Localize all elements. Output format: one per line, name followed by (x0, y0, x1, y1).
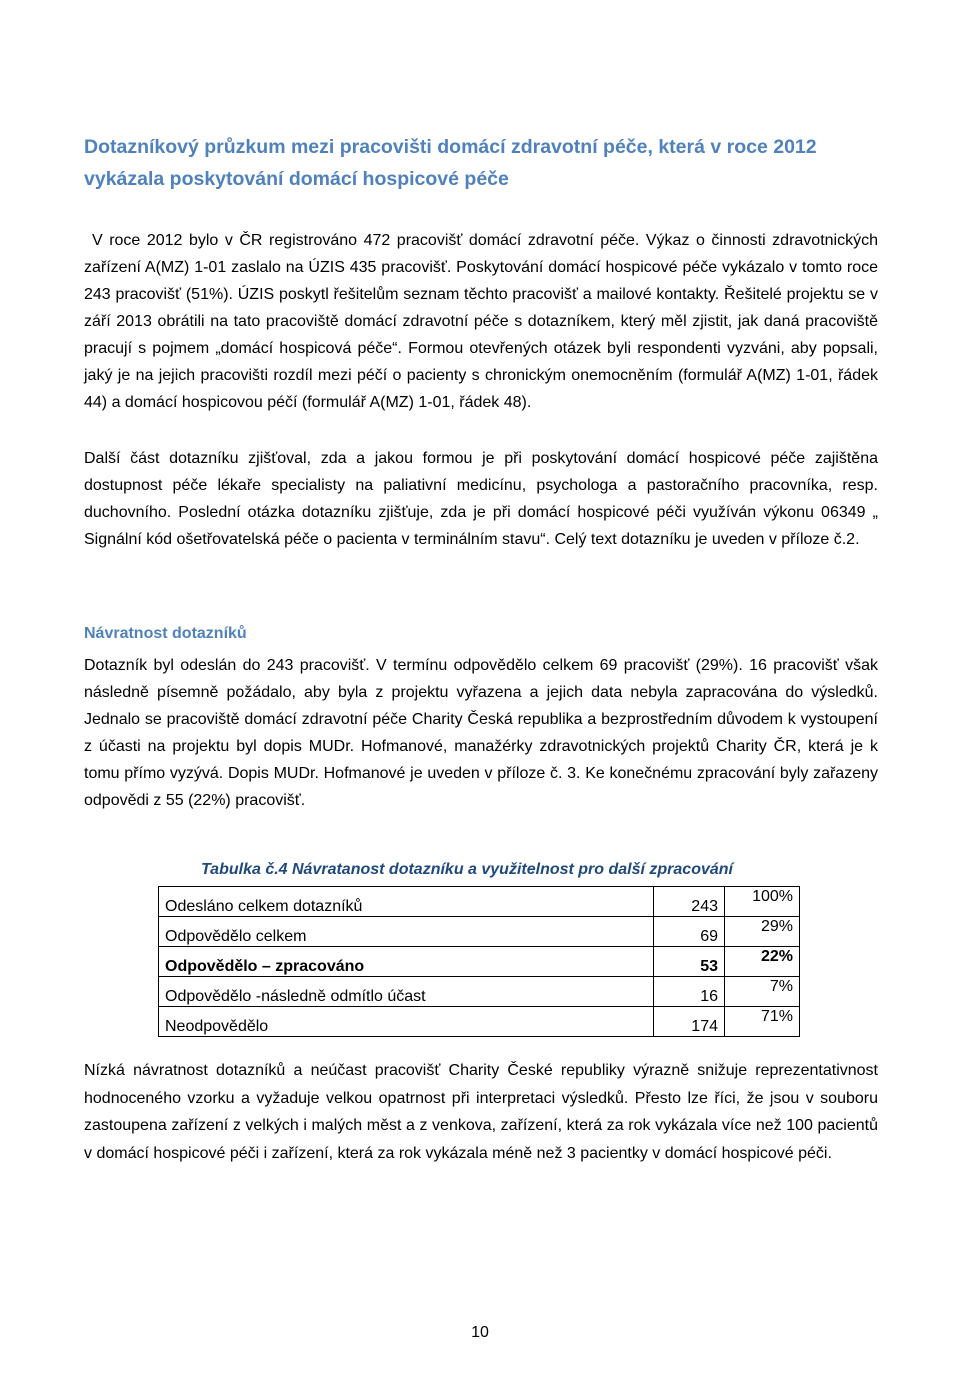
row-label: Odpovědělo -následně odmítlo účast (159, 977, 654, 1007)
row-label: Neodpovědělo (159, 1007, 654, 1037)
row-percent: 100% (725, 887, 800, 917)
page-number: 10 (471, 1324, 489, 1341)
row-count: 243 (654, 887, 725, 917)
closing-paragraph: Nízká návratnost dotazníků a neúčast pracovišť Charity České republiky výrazně snižuje reprezentativnost hodnoceného vzorku a vyžaduje velkou opatrnost při interpretaci výsledků. Přesto lze říci, že jsou v souboru zastoupena zařízení z velkých i malých měst a z venkova, zařízení, která za rok vykázala více než 100 pacientů v domácí hospicové péči i zařízení, která za rok vykázala méně než 3 pacientky v domácí hospicové péči. (84, 1062, 878, 1162)
row-label: Odesláno celkem dotazníků (159, 887, 654, 917)
row-count: 16 (654, 977, 725, 1007)
row-percent: 22% (725, 947, 800, 977)
document-title: Dotazníkový průzkum mezi pracovišti domácí zdravotní péče, která v roce 2012 vykázala poskytování domácí hospicové péče (84, 136, 817, 190)
table-row (159, 1007, 800, 1037)
return-rate-table (158, 886, 800, 1037)
row-percent: 7% (725, 977, 800, 1007)
row-label: Odpovědělo celkem (159, 917, 654, 947)
row-percent: 71% (725, 1007, 800, 1037)
row-count: 69 (654, 917, 725, 947)
table-row (159, 887, 800, 917)
row-count: 174 (654, 1007, 725, 1037)
table-caption: Tabulka č.4 Návratanost dotazníku a využitelnost pro další zpracování (201, 861, 733, 878)
row-label: Odpovědělo – zpracováno (159, 947, 654, 977)
row-count: 53 (654, 947, 725, 977)
row-percent: 29% (725, 917, 800, 947)
return-rate-paragraph: Dotazník byl odeslán do 243 pracovišť. V termínu odpovědělo celkem 69 pracovišť (29%). 16 pracovišť však následně písemně požádalo, aby byla z projektu vyřazena a jejich data nebyla zapracována do výsledků. Jednalo se pracoviště domácí zdravotní péče Charity Česká republika a bezprostředním důvodem k vystoupení z účasti na projektu byl dopis MUDr. Hofmanové, manažérky zdravotnických projektů Charity ČR, která je k tomu přímo vyzývá. Dopis MUDr. Hofmanové je uveden v příloze č. 3. Ke konečnému zpracování byly zařazeny odpovědi z 55 (22%) pracovišť. (84, 657, 878, 809)
table-row (159, 977, 800, 1007)
intro-paragraph: V roce 2012 bylo v ČR registrováno 472 pracovišť domácí zdravotní péče. Výkaz o činnosti zdravotnických zařízení A(MZ) 1-01 zaslalo na ÚZIS 435 pracovišť. Poskytování domácí hospicové péče vykázalo v tomto roce 243 pracovišť (51%). ÚZIS poskytl řešitelům seznam těchto pracovišť a mailové kontakty. Řešitelé projektu se v září 2013 obrátili na tato pracoviště domácí zdravotní péče s dotazníkem, který měl zjistit, jak daná pracoviště pracují s pojmem „domácí hospicová péče“. Formou otevřených otázek byli respondenti vyzváni, aby popsali, jaký je na jejich pracovišti rozdíl mezi péčí o pacienty s chronickým onemocněním (formulář A(MZ) 1-01, řádek 44) a domácí hospicovou péčí (formulář A(MZ) 1-01, řádek 48). (84, 232, 878, 411)
section-heading-return-rate: Návratnost dotazníků (84, 625, 247, 642)
table-row-highlighted (159, 947, 800, 977)
survey-details-paragraph: Další část dotazníku zjišťoval, zda a jakou formou je při poskytování domácí hospicové péče zajištěna dostupnost péče lékaře specialisty na paliativní medicínu, psychologa a pastoračního pracovníka, resp. duchovního. Poslední otázka dotazníku zjišťuje, zda je při domácí hospicové péči využíván výkonu 06349 „ Signální kód ošetřovatelská péče o pacienta v terminálním stavu“. Celý text dotazníku je uveden v příloze č.2. (84, 450, 878, 548)
table-row (159, 917, 800, 947)
